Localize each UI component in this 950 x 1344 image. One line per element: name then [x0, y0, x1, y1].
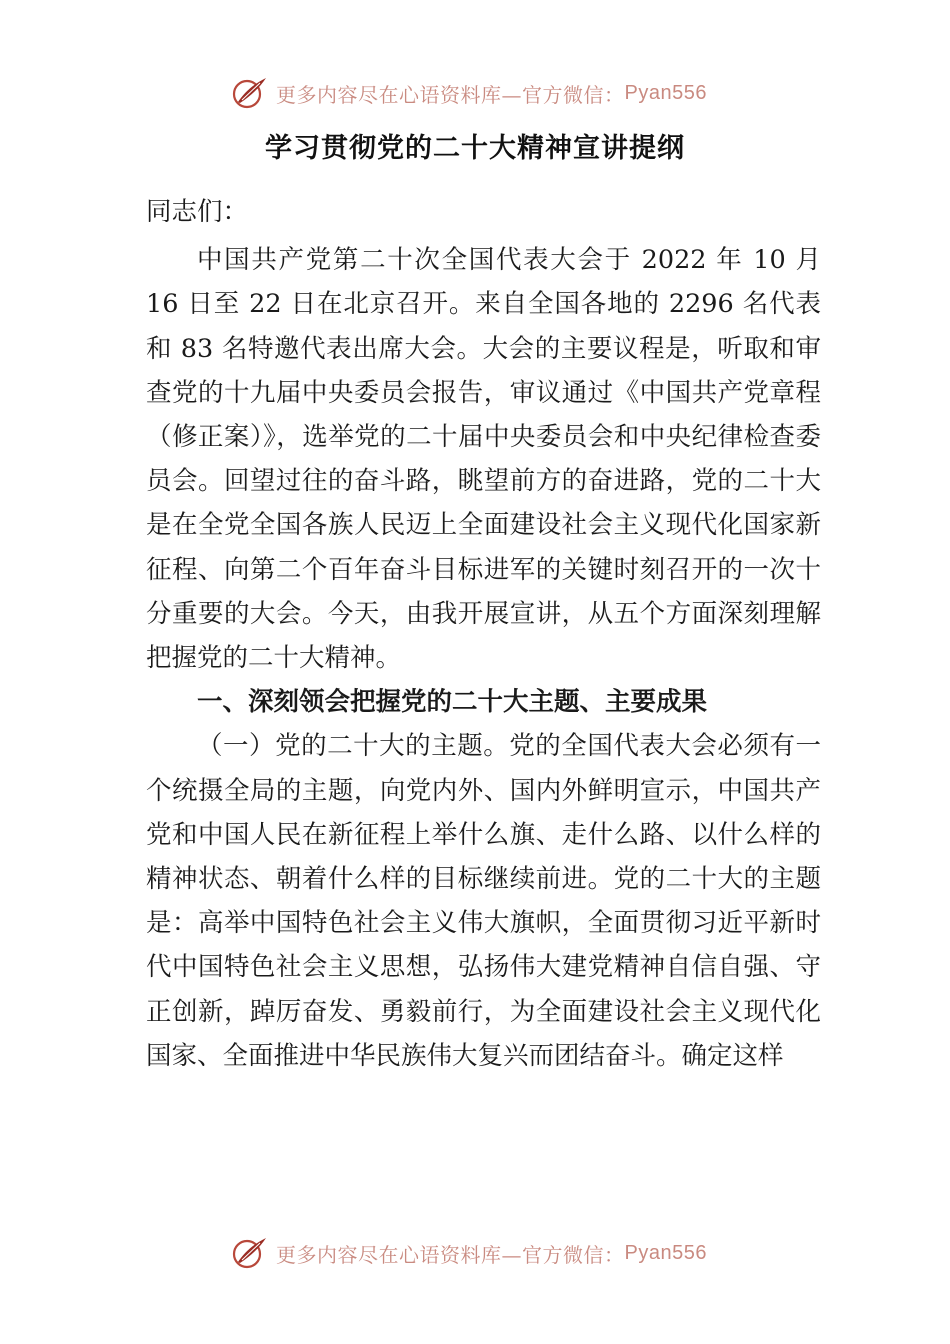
- quill-logo-icon: [230, 75, 270, 111]
- banner-text: 更多内容尽在心语资料库—官方微信：: [276, 82, 625, 107]
- wechat-id: Pyan556: [624, 1241, 707, 1264]
- footer-banner: [230, 1233, 750, 1273]
- header-banner: [230, 73, 750, 113]
- quill-logo-icon: [230, 1235, 270, 1271]
- paragraph-theme: （一）党的二十大的主题。党的全国代表大会必须有一个统摄全局的主题，向党内外、国内外鲜明宣示，中国共产党和中国人民在新征程上举什么旗、走什么路、以什么样的精神状态、朝着什么样的目标继续前进。党的二十大的主题是：高举中国特色社会主义伟大旗帜，全面贯彻习近平新时代中国特色社会主义思想，弘扬伟大建党精神自信自强、守正创新，踔厉奋发、勇毅前行，为全面建设社会主义现代化国家、全面推进中华民族伟大复兴而团结奋斗。确定这样: [146, 731, 821, 1071]
- wechat-id: Pyan556: [624, 81, 707, 104]
- greeting: 同志们：: [146, 197, 249, 227]
- banner-text: 更多内容尽在心语资料库—官方微信：: [276, 1242, 625, 1267]
- document-body: [146, 190, 821, 1078]
- section-heading-1: 一、深刻领会把握党的二十大主题、主要成果: [197, 687, 708, 718]
- paragraph-intro: 中国共产党第二十次全国代表大会于 2022 年 10 月 16 日至 22 日在北京召开。来自全国各地的 2296 名代表和 83 名特邀代表出席大会。大会的主要议程是，听取和审查党的十九届中央委员会报告，审议通过《中国共产党章程（修正案）》，选举党的二十届中央委员会和中央纪律检查委员会。回望过往的奋斗路，眺望前方的奋进路，党的二十大是在全党全国各族人民迈上全面建设社会主义现代化国家新征程、向第二个百年奋斗目标进军的关键时刻召开的一次十分重要的大会。今天，由我开展宣讲，从五个方面深刻理解把握党的二十大精神。: [146, 245, 821, 674]
- document-title: 学习贯彻党的二十大精神宣讲提纲: [265, 133, 685, 164]
